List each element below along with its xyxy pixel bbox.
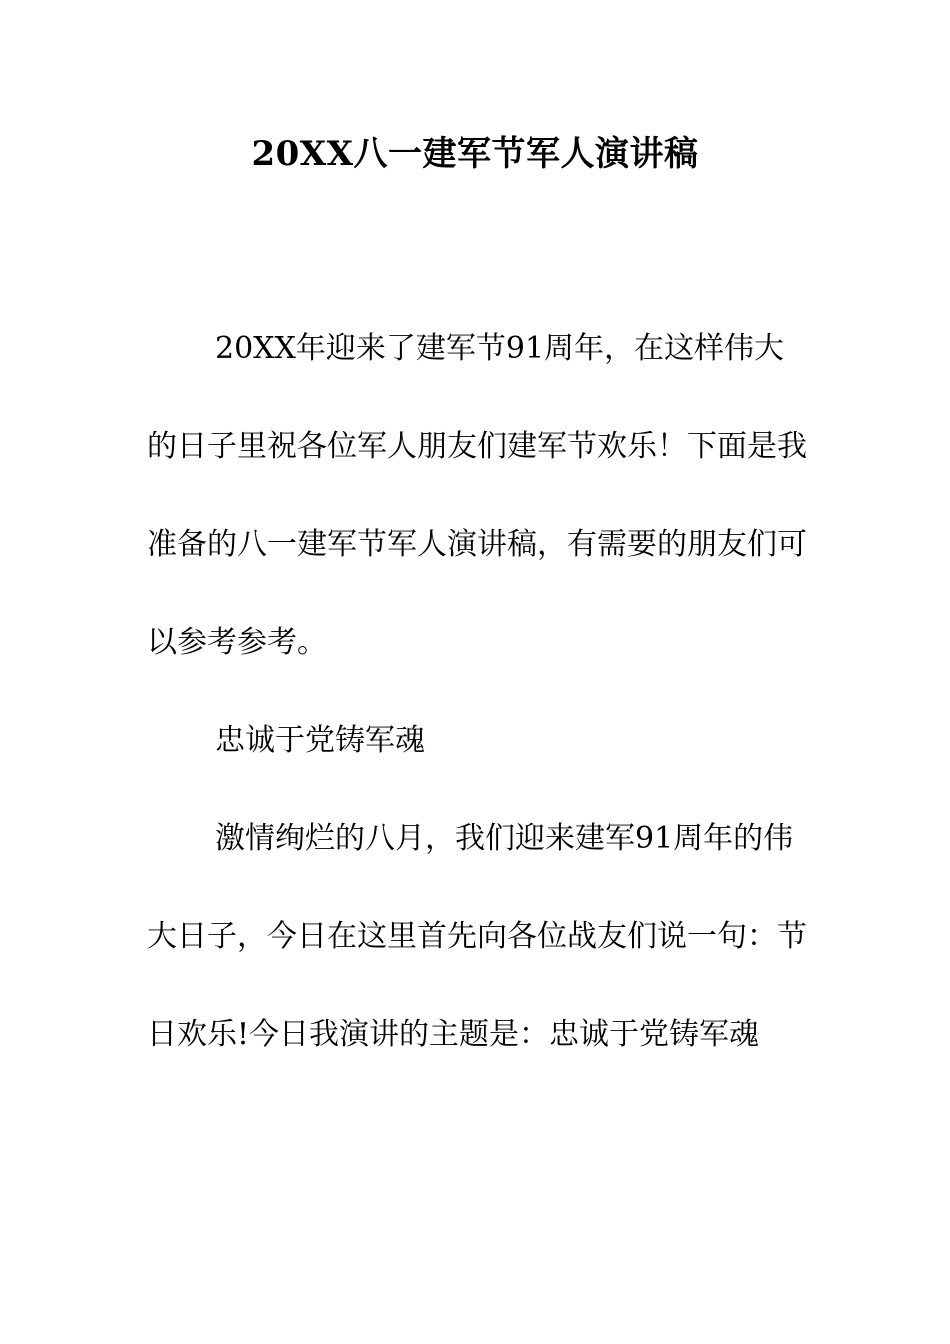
- speech-paragraph: 激情绚烂的八月，我们迎来建军91周年的伟大日子，今日在这里首先向各位战友们说一句：节日欢乐!今日我演讲的主题是：忠诚于党铸军魂: [147, 821, 807, 1052]
- document-title: 20XX八一建军节军人演讲稿: [251, 134, 699, 174]
- section-heading: 忠诚于党铸军魂: [215, 723, 425, 758]
- document-body: [147, 300, 807, 1084]
- intro-paragraph: 20XX年迎来了建军节91周年，在这样伟大的日子里祝各位军人朋友们建军节欢乐！下面是我准备的八一建军节军人演讲稿，有需要的朋友们可以参考参考。: [147, 331, 807, 660]
